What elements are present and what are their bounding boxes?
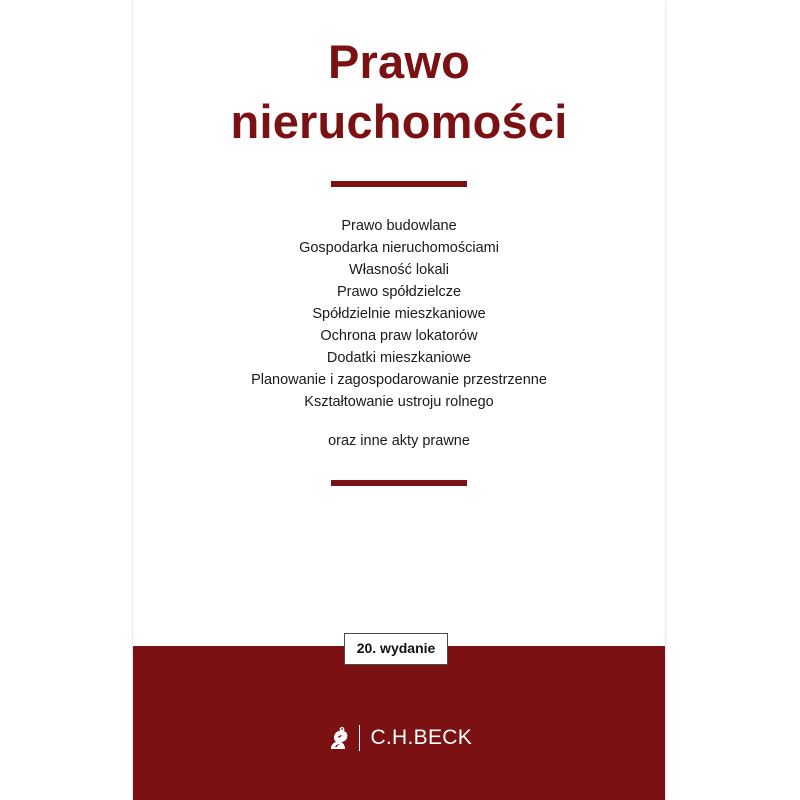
subject-item: Własność lokali bbox=[349, 262, 449, 278]
title-line-1: Prawo bbox=[327, 35, 471, 88]
subject-item: Prawo spółdzielcze bbox=[336, 284, 462, 300]
publisher-logo bbox=[133, 722, 665, 754]
beck-griffin-logo-icon bbox=[326, 725, 350, 751]
subject-item: Planowanie i zagospodarowanie przestrzenne bbox=[251, 372, 547, 388]
book-title bbox=[133, 32, 665, 152]
publisher-divider bbox=[359, 725, 361, 751]
subject-item: Spółdzielnie mieszkaniowe bbox=[312, 306, 486, 322]
subjects-list bbox=[133, 215, 665, 413]
extra-acts-note: oraz inne akty prawne bbox=[328, 433, 470, 449]
publisher-name: C.H.BECK bbox=[370, 726, 473, 749]
subject-item: Kształtowanie ustroju rolnego bbox=[304, 394, 494, 410]
subject-item: Dodatki mieszkaniowe bbox=[326, 350, 472, 366]
edition-badge: 20. wydanie bbox=[344, 633, 448, 665]
bottom-divider bbox=[331, 480, 467, 486]
subject-item: Prawo budowlane bbox=[341, 218, 457, 234]
book-cover bbox=[133, 0, 665, 800]
subject-item: Ochrona praw lokatorów bbox=[320, 328, 478, 344]
subject-item: Gospodarka nieruchomościami bbox=[299, 240, 499, 256]
top-divider bbox=[331, 181, 467, 187]
title-line-2: nieruchomości bbox=[230, 95, 568, 148]
